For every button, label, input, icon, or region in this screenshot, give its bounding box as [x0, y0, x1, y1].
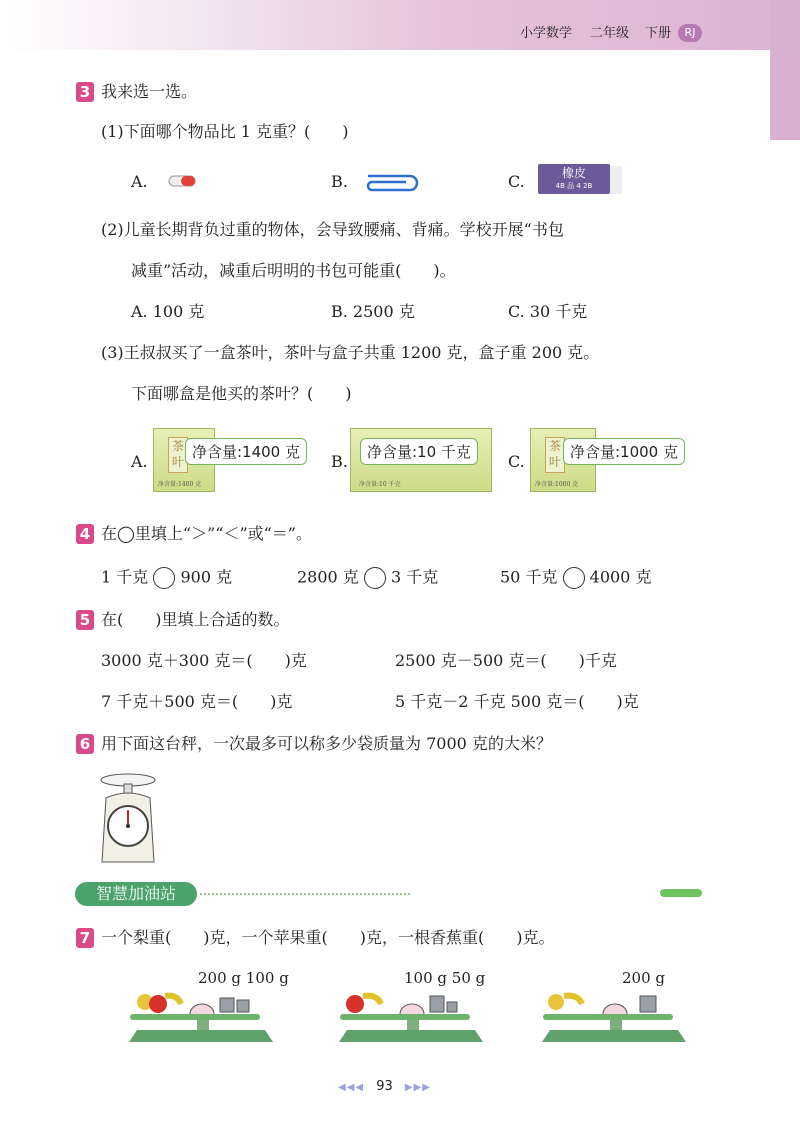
net-weight-bubble-b: 净含量:10 千克	[360, 438, 478, 465]
q7-title: 一个梨重( )克，一个苹果重( )克，一根香蕉重( )克。	[101, 928, 555, 947]
net-weight-bubble-c: 净含量:1000 克	[563, 438, 685, 465]
q5-item-4[interactable]: 5 千克－2 千克 500 克＝( )克	[395, 692, 639, 711]
capsule-icon	[168, 175, 196, 187]
q4-item-2-left: 2800 克	[297, 567, 359, 587]
q3-p1-option-c[interactable]: C.	[508, 172, 525, 191]
q3-p2-option-a[interactable]: A. 100 克	[131, 302, 205, 321]
wisdom-station-label: 智慧加油站	[75, 882, 197, 906]
scale-1-weights	[198, 968, 289, 988]
compare-circle[interactable]	[153, 567, 175, 589]
weight-label: 100 g	[404, 969, 448, 987]
header-volume: 下册	[645, 26, 672, 41]
pencil-icon	[660, 889, 702, 897]
q3-p1-option-b[interactable]: B.	[331, 172, 348, 191]
scale-2-weights	[404, 968, 485, 988]
q4-item-1-right: 900 克	[180, 567, 233, 587]
balance-scale-1	[125, 990, 275, 1050]
question-number-3: 3	[76, 82, 94, 102]
q5-item-2[interactable]: 2500 克－500 克＝( )千克	[395, 651, 617, 670]
q4-item-1-left: 1 千克	[101, 567, 149, 587]
q3-part3-line1: (3)王叔叔买了一盒茶叶，茶叶与盒子共重 1200 克，盒子重 200 克。	[101, 343, 600, 362]
q6-title: 用下面这台秤，一次最多可以称多少袋质量为 7000 克的大米？	[101, 734, 552, 753]
compare-circle[interactable]	[364, 567, 386, 589]
tea-box-small-text: 净含量:1400 克	[158, 481, 202, 488]
prev-arrows-icon: ◀◀◀	[338, 1082, 365, 1093]
question-number-7: 7	[76, 928, 94, 948]
q4-item-2-right: 3 千克	[391, 567, 439, 587]
platform-scale-icon	[98, 770, 158, 866]
tea-label: 茶叶	[545, 437, 565, 473]
eraser-icon	[538, 164, 610, 194]
compare-circle[interactable]	[563, 567, 585, 589]
q3-p3-option-a[interactable]: A.	[131, 452, 148, 471]
tea-label: 茶叶	[168, 437, 188, 473]
q4-item-1	[101, 567, 232, 589]
q3-p3-option-b[interactable]: B.	[331, 452, 348, 471]
header-grade: 二年级	[590, 26, 630, 41]
q4-item-2	[297, 567, 438, 589]
question-number-6: 6	[76, 734, 94, 754]
q3-title: 我来选一选。	[101, 82, 198, 101]
q4-item-3-right: 4000 克	[589, 567, 652, 587]
edition-badge: RJ	[678, 24, 702, 42]
question-number-4: 4	[76, 524, 94, 544]
weight-label: 100 g	[245, 969, 289, 987]
paperclip-icon	[360, 172, 420, 194]
header-banner	[0, 0, 800, 50]
eraser-label: 橡皮	[561, 166, 586, 180]
question-number-5: 5	[76, 610, 94, 630]
station-divider	[200, 893, 410, 895]
q5-title: 在( )里填上合适的数。	[101, 610, 290, 629]
tea-box-small-text: 净含量:1000 克	[535, 481, 579, 488]
header-subject: 小学数学	[520, 26, 573, 41]
balance-scale-3	[538, 990, 688, 1050]
balance-scale-2	[335, 990, 485, 1050]
q3-part1-stem: (1)下面哪个物品比 1 克重？( )	[101, 122, 349, 141]
net-weight-bubble-a: 净含量:1400 克	[185, 438, 307, 465]
q5-item-3[interactable]: 7 千克＋500 克＝( )克	[101, 692, 293, 711]
weight-label: 200 g	[622, 969, 666, 987]
q3-p2-option-b[interactable]: B. 2500 克	[331, 302, 415, 321]
side-stripe	[770, 0, 800, 140]
eraser-sublabel: 4B 品 4 2B	[555, 182, 593, 190]
q3-part2-line2: 减重”活动，减重后明明的书包可能重( )。	[131, 261, 456, 280]
eraser-end	[610, 166, 622, 194]
page-number: 93	[376, 1079, 393, 1094]
q4-title: 在◯里填上“＞”“＜”或“＝”。	[101, 524, 312, 543]
weight-label: 50 g	[451, 969, 486, 987]
scale-3-weights	[622, 968, 665, 988]
q3-p2-option-c[interactable]: C. 30 千克	[508, 302, 588, 321]
tea-box-small-text: 净含量:10 千克	[359, 481, 401, 488]
q4-item-3-left: 50 千克	[500, 567, 558, 587]
page-footer	[338, 1079, 431, 1094]
q3-p1-option-a[interactable]: A.	[131, 172, 148, 191]
q3-part3-line2: 下面哪盒是他买的茶叶？( )	[131, 384, 352, 403]
weight-label: 200 g	[198, 969, 242, 987]
q5-item-1[interactable]: 3000 克＋300 克＝( )克	[101, 651, 307, 670]
q4-item-3	[500, 567, 651, 589]
q3-part2-line1: (2)儿童长期背负过重的物体，会导致腰痛、背痛。学校开展“书包	[101, 220, 564, 239]
next-arrows-icon: ▶▶▶	[404, 1082, 431, 1093]
q3-p3-option-c[interactable]: C.	[508, 452, 525, 471]
